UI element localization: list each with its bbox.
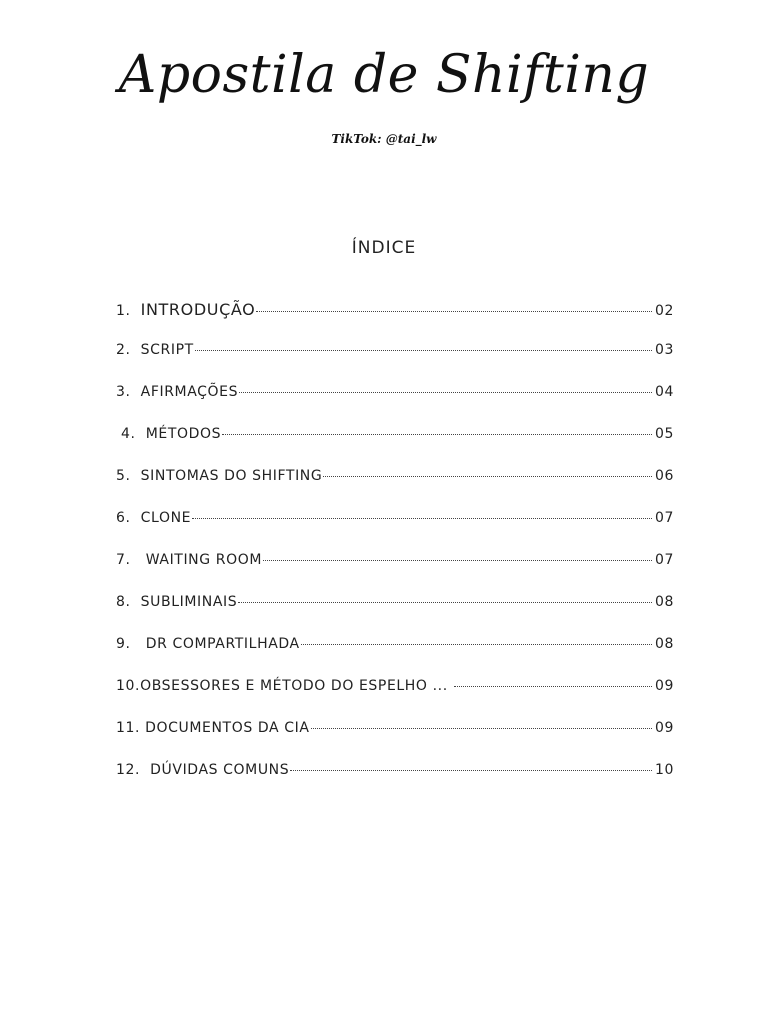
toc-entry-number: 2.	[116, 342, 141, 358]
toc-entry-page: 04	[654, 384, 674, 400]
toc-entry-label: MÉTODOS	[145, 426, 222, 442]
toc-entry-dr-compartilhada	[116, 636, 674, 678]
dot-leader	[290, 770, 652, 771]
toc-entry-number: 11.	[116, 720, 146, 736]
document-subtitle: TikTok: @tai_lw	[331, 132, 437, 146]
toc-entry-number: 4.	[116, 426, 146, 442]
toc-entry-label: AFIRMAÇÕES	[140, 384, 239, 400]
toc-entry-number: 5.	[116, 468, 141, 484]
toc-entry-label: INTRODUÇÃO	[140, 300, 256, 319]
toc-entry-page: 05	[654, 426, 674, 442]
toc-entry-page: 10	[654, 762, 674, 778]
toc-entry-label: SCRIPT	[140, 342, 194, 358]
toc-entry-page: 08	[654, 636, 674, 652]
toc-entry-introducao	[116, 300, 674, 342]
toc-entry-label: CLONE	[140, 510, 192, 526]
toc-entry-label: SUBLIMINAIS	[140, 594, 238, 610]
toc-entry-number: 10.	[116, 678, 141, 694]
toc-entry-number: 1.	[116, 303, 141, 319]
toc-entry-waiting-room	[116, 552, 674, 594]
toc-entry-metodos	[116, 426, 674, 468]
toc-entry-page: 03	[654, 342, 674, 358]
toc-entry-number: 9.	[116, 636, 146, 652]
dot-leader	[239, 392, 652, 393]
toc-entry-number: 12.	[116, 762, 151, 778]
toc-entry-page: 09	[654, 678, 674, 694]
toc-entry-page: 06	[654, 468, 674, 484]
toc-entry-page: 02	[654, 303, 674, 319]
dot-leader	[192, 518, 652, 519]
toc-entry-page: 07	[654, 552, 674, 568]
document-title: Apostila de Shifting	[118, 45, 650, 105]
toc-entry-duvidas	[116, 762, 674, 804]
toc-entry-script	[116, 342, 674, 384]
dot-leader	[301, 644, 652, 645]
toc-entry-label: DÚVIDAS COMUNS	[150, 762, 290, 778]
toc-entry-number: 7.	[116, 552, 146, 568]
dot-leader	[195, 350, 652, 351]
toc-entry-sintomas	[116, 468, 674, 510]
toc-entry-subliminais	[116, 594, 674, 636]
toc-entry-afirmacoes	[116, 384, 674, 426]
table-of-contents	[116, 300, 674, 804]
toc-entry-label: DOCUMENTOS DA CIA	[145, 720, 310, 736]
toc-entry-label: SINTOMAS DO SHIFTING	[140, 468, 323, 484]
dot-leader	[238, 602, 652, 603]
toc-entry-number: 8.	[116, 594, 141, 610]
toc-entry-label: WAITING ROOM	[145, 552, 262, 568]
toc-entry-page: 09	[654, 720, 674, 736]
toc-entry-label: DR COMPARTILHADA	[145, 636, 300, 652]
dot-leader	[323, 476, 652, 477]
toc-entry-number: 3.	[116, 384, 141, 400]
dot-leader	[263, 560, 652, 561]
dot-leader	[222, 434, 652, 435]
toc-entry-page: 08	[654, 594, 674, 610]
toc-entry-clone	[116, 510, 674, 552]
toc-entry-page: 07	[654, 510, 674, 526]
dot-leader	[311, 728, 652, 729]
dot-leader	[256, 311, 652, 312]
toc-entry-documentos	[116, 720, 674, 762]
dot-leader	[454, 686, 652, 687]
toc-entry-number: 6.	[116, 510, 141, 526]
toc-heading: ÍNDICE	[351, 238, 417, 258]
toc-entry-obsessores	[116, 678, 674, 720]
toc-entry-label: OBSESSORES E MÉTODO DO ESPELHO ...	[140, 678, 453, 694]
